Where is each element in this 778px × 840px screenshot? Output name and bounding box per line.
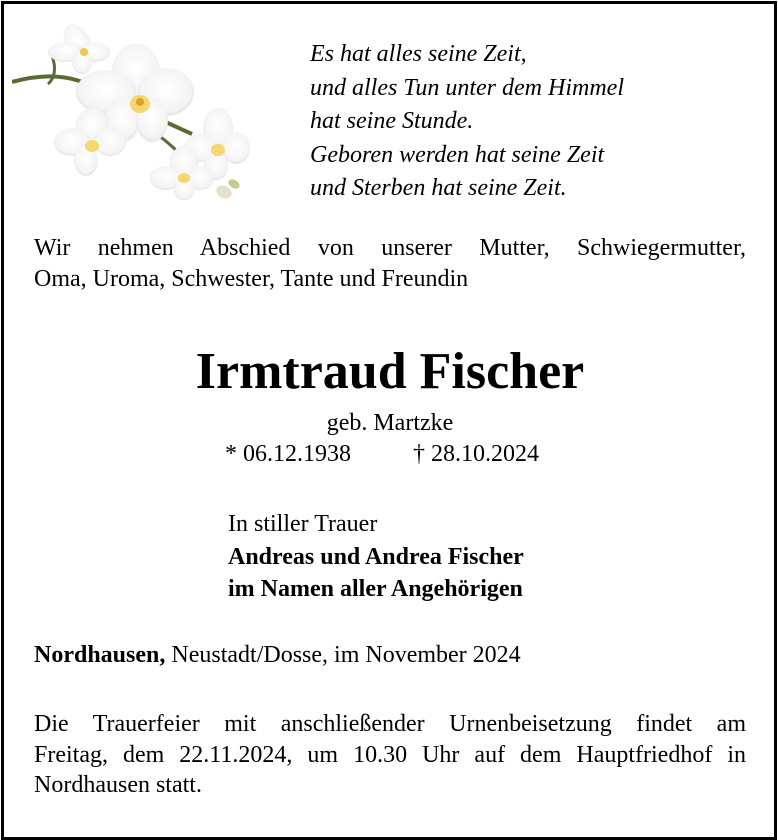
verse-line: Es hat alles seine Zeit, xyxy=(310,41,527,67)
verse-line: hat seine Stunde. xyxy=(310,108,474,134)
service-line: Die Trauerfeier mit anschließender Urnenbeisetzung findet am xyxy=(34,711,746,737)
life-dates xyxy=(225,439,539,469)
mourners-names: Andreas und Andrea Fischer xyxy=(228,543,524,570)
birth-date: * 06.12.1938 xyxy=(225,441,351,467)
obituary-notice xyxy=(1,1,777,840)
maiden-name: geb. Martzke xyxy=(326,410,454,436)
service-line: Nordhausen statt. xyxy=(34,772,202,798)
service-line: Freitag, dem 22.11.2024, um 10.30 Uhr auf dem Hauptfriedhof in xyxy=(34,741,746,768)
mourners xyxy=(228,508,524,606)
verse-line: Geboren werden hat seine Zeit xyxy=(310,141,605,168)
verse-line: und Sterben hat seine Zeit. xyxy=(310,175,567,201)
farewell-intro xyxy=(34,233,746,294)
verse-line: und alles Tun unter dem Himmel xyxy=(310,74,624,101)
orchid-icon xyxy=(12,24,252,204)
place-city: Nordhausen, xyxy=(34,642,166,668)
death-date: † 28.10.2024 xyxy=(413,441,539,467)
place-rest: Neustadt/Dosse, im November 2024 xyxy=(171,642,521,668)
mourners-relatives: im Namen aller Angehörigen xyxy=(228,576,523,602)
place-date xyxy=(34,640,521,670)
mourners-intro: In stiller Trauer xyxy=(228,511,378,537)
deceased-name: Irmtraud Fischer xyxy=(195,343,585,400)
intro-line: Oma, Uroma, Schwester, Tante und Freundin xyxy=(34,265,469,292)
intro-line: Wir nehmen Abschied von unserer Mutter, Schwiegermutter, xyxy=(34,235,746,261)
verse xyxy=(310,38,624,206)
service-info xyxy=(34,709,746,801)
